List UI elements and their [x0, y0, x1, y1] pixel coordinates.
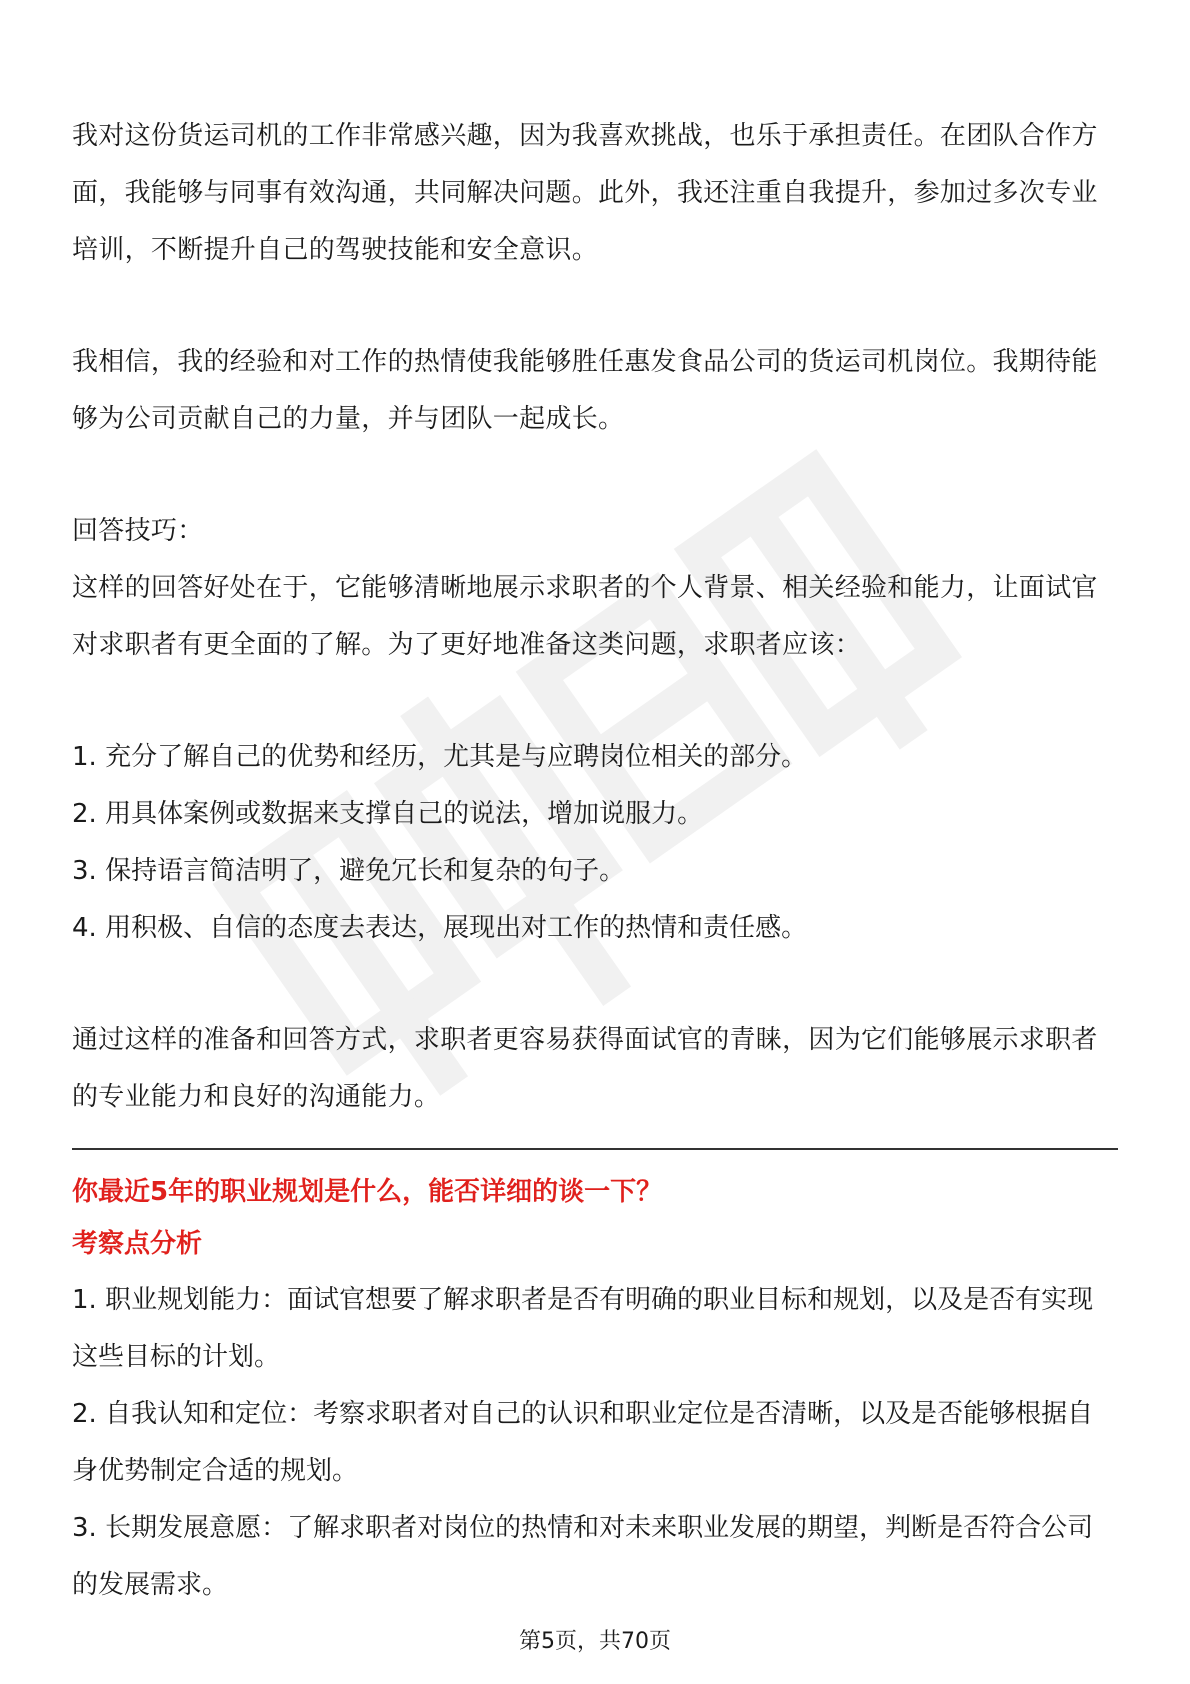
paragraph-interest: 我对这份货运司机的工作非常感兴趣，因为我喜欢挑战，也乐于承担责任。在团队合作方面，我能够与同事有效沟通，共同解决问题。此外，我还注重自我提升，参加过多次专业培训，不断提升自己的驾驶技能和安全意识。 [72, 121, 1098, 265]
analysis-heading: 考察点分析 [72, 1229, 203, 1259]
tips-label: 回答技巧： [72, 516, 204, 546]
list-item: 1. 充分了解自己的优势和经历，尤其是与应聘岗位相关的部分。 [72, 742, 808, 772]
paragraph-confidence: 我相信，我的经验和对工作的热情使我能够胜任惠发食品公司的货运司机岗位。我期待能够为公司贡献自己的力量，并与团队一起成长。 [72, 347, 1098, 434]
document-page [72, 108, 1118, 1614]
list-item: 1. 职业规划能力：面试官想要了解求职者是否有明确的职业目标和规划，以及是否有实现这些目标的计划。 [72, 1285, 1094, 1372]
list-item: 2. 用具体案例或数据来支撑自己的说法，增加说服力。 [72, 799, 704, 829]
list-item: 2. 自我认知和定位：考察求职者对自己的认识和职业定位是否清晰，以及是否能够根据自身优势制定合适的规划。 [72, 1399, 1094, 1486]
page-number: 第5页，共70页 [519, 1629, 671, 1654]
section-divider [72, 1148, 1118, 1150]
paragraph-conclusion: 通过这样的准备和回答方式，求职者更容易获得面试官的青睐，因为它们能够展示求职者的专业能力和良好的沟通能力。 [72, 1025, 1098, 1112]
list-item: 3. 长期发展意愿：了解求职者对岗位的热情和对未来职业发展的期望，判断是否符合公司的发展需求。 [72, 1513, 1094, 1600]
tips-intro: 这样的回答好处在于，它能够清晰地展示求职者的个人背景、相关经验和能力，让面试官对求职者有更全面的了解。为了更好地准备这类问题，求职者应该： [72, 573, 1098, 660]
analysis-list [72, 1272, 1118, 1614]
list-item: 4. 用积极、自信的态度去表达，展现出对工作的热情和责任感。 [72, 913, 808, 943]
list-item: 3. 保持语言简洁明了，避免冗长和复杂的句子。 [72, 856, 626, 886]
tips-list [72, 729, 1118, 957]
question-title: 你最近5年的职业规划是什么，能否详细的谈一下？ [72, 1177, 663, 1207]
